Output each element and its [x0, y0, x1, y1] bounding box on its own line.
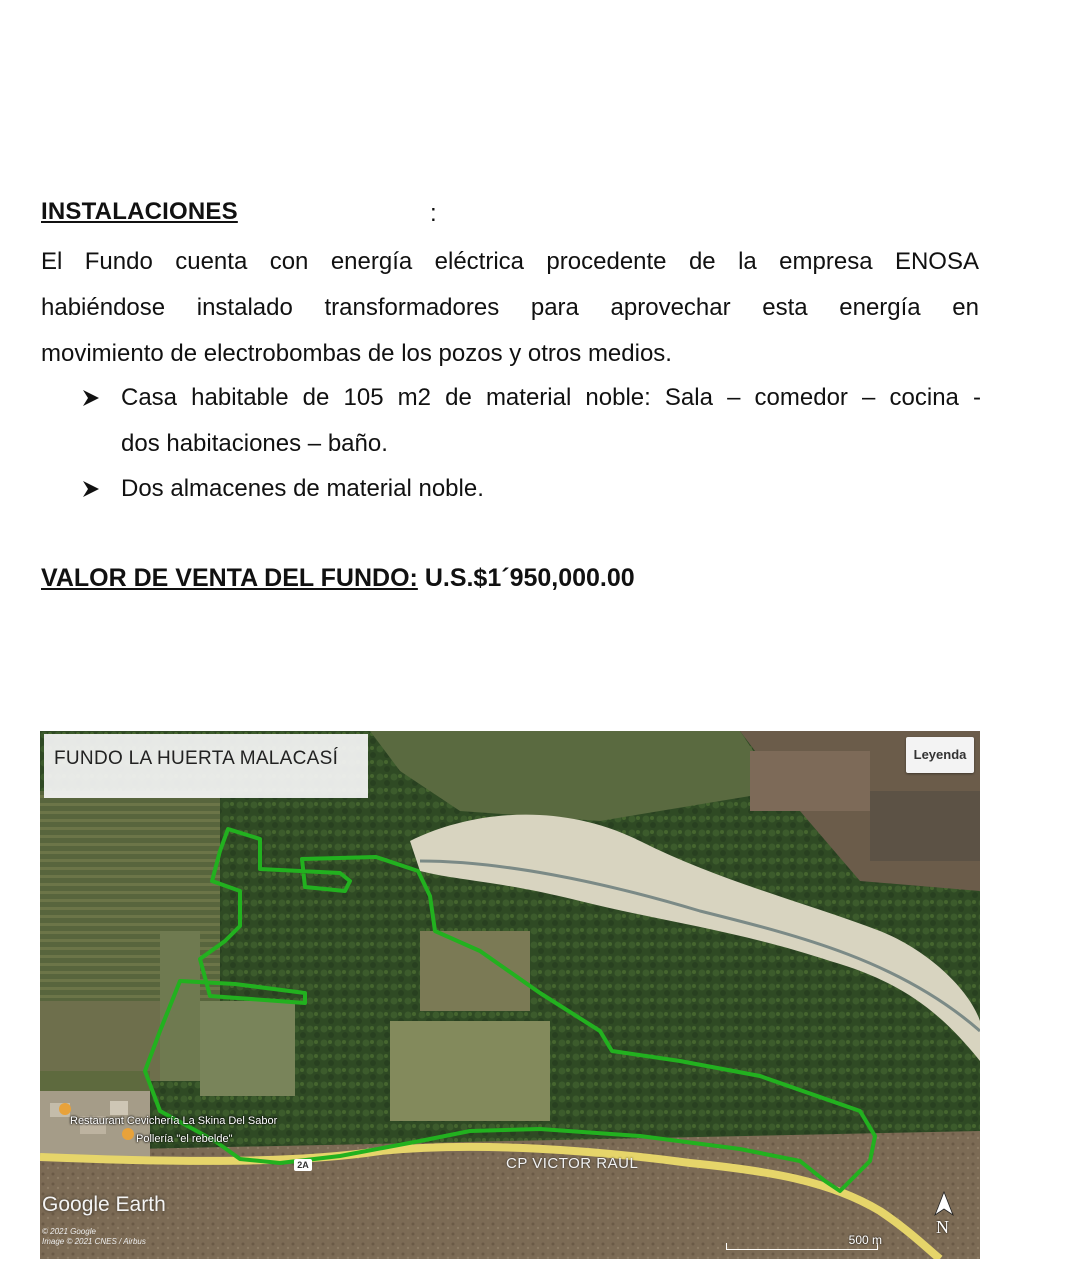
credits-line: Image © 2021 CNES / Airbus: [42, 1237, 146, 1246]
imagery-credits: [42, 1227, 146, 1247]
place-label-polleria[interactable]: Pollería "el rebelde": [136, 1133, 233, 1145]
paragraph-line: movimiento de electrobombas de los pozos y otros medios.: [41, 340, 672, 367]
installations-paragraph: [41, 239, 979, 377]
north-arrow-icon: [932, 1191, 956, 1217]
sale-price-label: VALOR DE VENTA DEL FUNDO:: [41, 564, 418, 592]
sale-price-value: U.S.$1´950,000.00: [424, 564, 635, 592]
village-label: CP VICTOR RAUL: [506, 1155, 639, 1172]
place-label-restaurant[interactable]: Restaurant Cevichería La Skina Del Sabor: [70, 1115, 278, 1127]
route-shield: 2A: [294, 1159, 312, 1171]
bullet-text: Dos almacenes de material noble.: [121, 475, 484, 502]
heading-colon: :: [430, 200, 437, 227]
scale-label: 500 m: [848, 1233, 882, 1247]
arrowhead-bullet-icon: [82, 389, 100, 407]
paragraph-line: El Fundo cuenta con energía eléctrica procedente de la empresa ENOSA: [41, 248, 979, 275]
north-label: N: [936, 1217, 949, 1237]
sale-price-line: [41, 564, 635, 593]
satellite-imagery: [40, 731, 980, 1259]
satellite-map[interactable]: [40, 731, 980, 1259]
legend-button[interactable]: Leyenda: [906, 737, 974, 773]
north-arrow[interactable]: [932, 1191, 956, 1241]
paragraph-line: habiéndose instalado transformadores para aprovechar esta energía en: [41, 294, 979, 321]
map-title: FUNDO LA HUERTA MALACASÍ: [44, 734, 368, 798]
credits-line: © 2021 Google: [42, 1227, 96, 1236]
bullet-text-continuation: dos habitaciones – baño.: [121, 430, 388, 457]
arrowhead-bullet-icon: [82, 480, 100, 498]
google-earth-logo: Google Earth: [42, 1193, 166, 1216]
section-heading: INSTALACIONES: [41, 198, 238, 225]
bullet-text: Casa habitable de 105 m2 de material noble: Sala – comedor – cocina -: [121, 384, 981, 411]
scale-bar: [726, 1233, 884, 1249]
